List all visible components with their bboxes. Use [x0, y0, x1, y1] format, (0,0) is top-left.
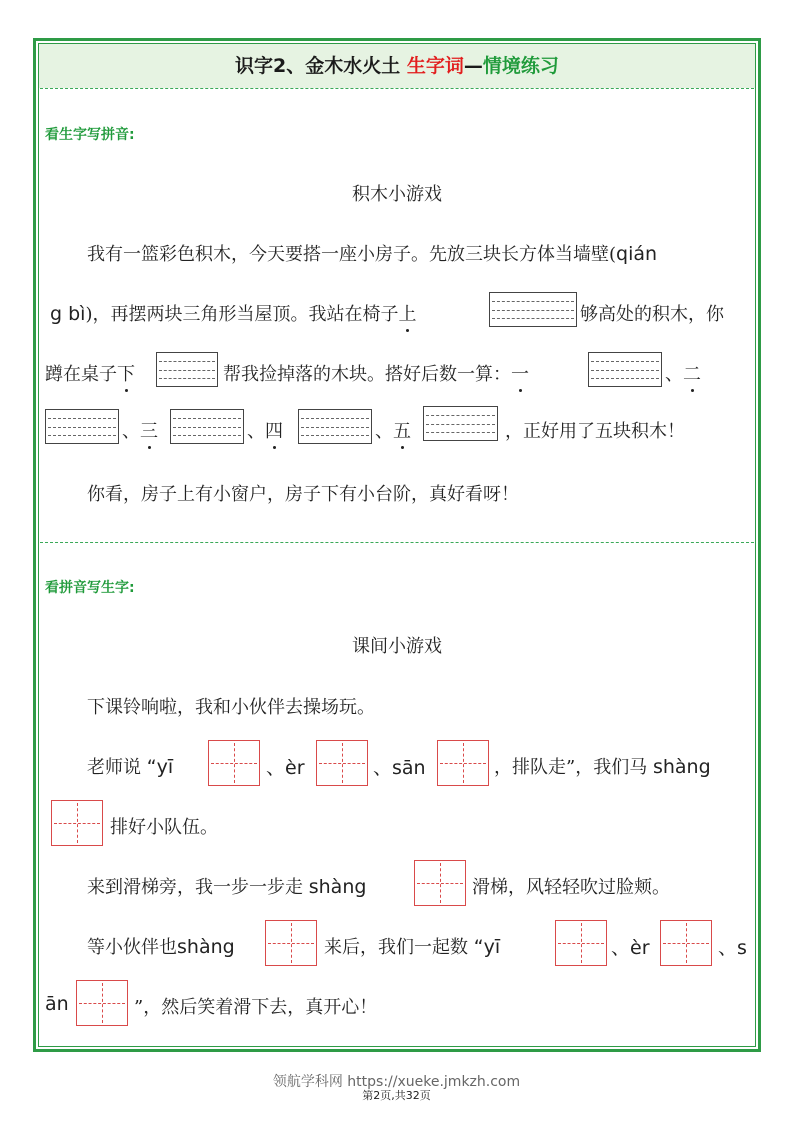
- pinyin-answer-box[interactable]: [170, 409, 244, 444]
- section1-text: 你看，房子上有小窗户，房子下有小台阶，真好看呀！: [87, 484, 519, 505]
- section1-line4a: [122, 417, 158, 443]
- character-answer-grid[interactable]: [208, 740, 260, 786]
- section1-text: 帮我捡掉落的木块。搭好后数一算：: [223, 364, 511, 385]
- pinyin-text: “yī: [473, 936, 501, 958]
- char-san: 三: [140, 417, 158, 443]
- title-highlight-green: 情境练习: [482, 55, 559, 77]
- section2-line2a: [87, 753, 173, 779]
- character-answer-grid[interactable]: [265, 920, 317, 966]
- pinyin-answer-box[interactable]: [588, 352, 662, 387]
- character-answer-grid[interactable]: [437, 740, 489, 786]
- char-yi: 一: [511, 360, 529, 386]
- char-si: 四: [265, 417, 283, 443]
- section2-text: ”，然后笑着滑下去，真开心！: [134, 997, 378, 1018]
- character-answer-grid[interactable]: [76, 980, 128, 1026]
- title-main: 识字2、金木水火土: [235, 55, 401, 77]
- section1-text: )，再摆两块三角形当屋顶。我站在椅子: [85, 304, 399, 325]
- page-title: [39, 44, 755, 88]
- pinyin-text: g bì: [50, 303, 86, 325]
- pinyin-answer-box[interactable]: [45, 409, 119, 444]
- section2-text: 下课铃响啦，我和小伙伴去操场玩。: [87, 697, 375, 718]
- separator-dun: 、: [375, 421, 393, 442]
- pinyin-answer-box[interactable]: [156, 352, 218, 387]
- section1-text: ，正好用了五块积木！: [505, 421, 685, 442]
- section1-line3b: [223, 360, 529, 386]
- section2-text: 来后，我们一起数: [324, 937, 468, 958]
- section2-text: 排好小队伍。: [110, 817, 218, 838]
- pinyin-text: 、s: [718, 937, 747, 959]
- section1-line4c: [375, 417, 411, 443]
- title-highlight-red: 生字词: [406, 55, 464, 77]
- pinyin-text: ān: [45, 993, 69, 1015]
- page-number: 第2页,共32页: [362, 1089, 431, 1102]
- separator-dun: 、: [122, 421, 140, 442]
- section2-text: 滑梯，风轻轻吹过脸颊。: [472, 877, 670, 898]
- pinyin-text: 、èr: [611, 937, 650, 959]
- pinyin-text: shàng: [177, 936, 235, 958]
- pinyin-text: 、sān: [373, 757, 426, 779]
- character-answer-grid[interactable]: [316, 740, 368, 786]
- character-answer-grid[interactable]: [555, 920, 607, 966]
- section1-line2a: [50, 300, 416, 326]
- pinyin-text: qián: [616, 243, 658, 265]
- section1-line4b: [247, 417, 283, 443]
- section1-text: 够高处的积木，你: [580, 304, 724, 325]
- section2-line2b: [494, 753, 711, 779]
- section2-text: ，排队走”，我们马: [494, 757, 648, 778]
- section1-line3a: [45, 360, 135, 386]
- footer-site: 领航学科网 https://xueke.jmkzh.com: [272, 1074, 521, 1090]
- char-shang: 上: [398, 300, 416, 326]
- pinyin-answer-box[interactable]: [423, 406, 498, 441]
- char-er: 二: [683, 360, 701, 386]
- section2-text: 来到滑梯旁，我一步一步走: [87, 877, 303, 898]
- section1-text: 我有一篮彩色积木，今天要搭一座小房子。先放三块长方体当墙壁(: [87, 244, 617, 265]
- section2-text: 等小伙伴也: [87, 937, 177, 958]
- char-wu: 五: [393, 417, 411, 443]
- pinyin-text: shàng: [308, 876, 367, 898]
- character-answer-grid[interactable]: [660, 920, 712, 966]
- divider-top: [40, 88, 754, 89]
- separator-dun: 、: [665, 364, 683, 385]
- title-separator: —: [463, 55, 483, 77]
- section1-story-title: 积木小游戏: [352, 184, 442, 205]
- char-xia: 下: [117, 360, 135, 386]
- pinyin-text: shàng: [652, 756, 711, 778]
- section2-line5b: [324, 933, 500, 959]
- section2-label: 看拼音写生字:: [45, 580, 135, 596]
- divider-middle: [40, 542, 754, 543]
- character-answer-grid[interactable]: [414, 860, 466, 906]
- section1-line3c: [665, 360, 701, 386]
- section1-label: 看生字写拼音:: [45, 127, 135, 143]
- section2-story-title: 课间小游戏: [352, 636, 442, 657]
- section1-text: 蹲在桌子: [45, 364, 117, 385]
- pinyin-text: “yī: [146, 756, 174, 778]
- section2-line4a: [87, 873, 366, 899]
- pinyin-text: 、èr: [266, 757, 305, 779]
- section1-line1: [87, 240, 657, 266]
- character-answer-grid[interactable]: [51, 800, 103, 846]
- pinyin-answer-box[interactable]: [298, 409, 372, 444]
- pinyin-answer-box[interactable]: [489, 292, 577, 327]
- section2-line5a: [87, 933, 235, 959]
- separator-dun: 、: [247, 421, 265, 442]
- section2-text: 老师说: [87, 757, 141, 778]
